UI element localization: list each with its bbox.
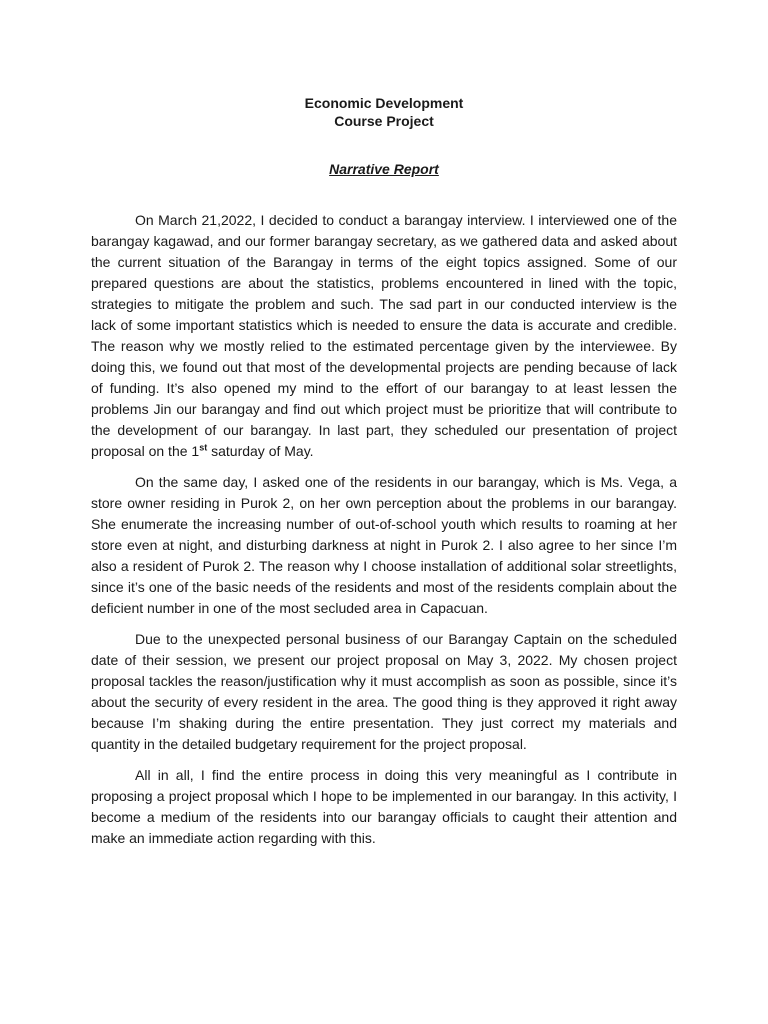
paragraph-1-tail: saturday of May.: [207, 443, 314, 459]
document-body: [91, 210, 677, 859]
paragraph-4: All in all, I find the entire process in doing this very meaningful as I contribute in proposing a project proposal which I hope to be implemented in our barangay. In this activity, I become a medium of the residents into our barangay officials to caught their attention and make an immediate action regarding with this.: [91, 767, 677, 846]
ordinal-superscript: st: [199, 442, 208, 453]
paragraph-2: On the same day, I asked one of the residents in our barangay, which is Ms. Vega, a store owner residing in Purok 2, on her own perception about the problems in our barangay. She enumerate the increasing number of out-of-school youth which results to roaming at her store even at night, and disturbing darkness at night in Purok 2. I also agree to her since I’m also a resident of Purok 2. The reason why I choose installation of additional solar streetlights, since it’s one of the basic needs of the residents and most of the residents complain about the deficient number in one of the most secluded area in Capacuan.: [91, 474, 677, 616]
paragraph-1: [91, 210, 677, 462]
document-header: [0, 94, 768, 130]
paragraph-1-text: On March 21,2022, I decided to conduct a barangay interview. I interviewed one of the barangay kagawad, and our former barangay secretary, as we gathered data and asked about the current situation of the Barangay in terms of the eight topics assigned. Some of our prepared questions are about the statistics, problems encountered in lined with the topic, strategies to mitigate the problem and such. The sad part in our conducted interview is the lack of some important statistics which is needed to ensure the data is accurate and credible. The reason why we mostly relied to the estimated percentage given by the interviewee. By doing this, we found out that most of the developmental projects are pending because of lack of funding. It’s also opened my mind to the effort of our barangay to at least lessen the problems Jin our barangay and find out which project must be prioritize that will contribute to the development of our barangay. In last part, they scheduled our presentation of project proposal on the 1: [91, 212, 677, 459]
header-title-line1: Economic Development: [304, 95, 464, 111]
header-title-line2: Course Project: [334, 113, 434, 129]
report-subtitle: Narrative Report: [329, 161, 439, 177]
paragraph-3: Due to the unexpected personal business of our Barangay Captain on the scheduled date of their session, we present our project proposal on May 3, 2022. My chosen project proposal tackles the reason/justification why it must accomplish as soon as possible, since it’s about the security of every resident in the area. The good thing is they approved it right away because I’m shaking during the entire presentation. They just correct my materials and quantity in the detailed budgetary requirement for the project proposal.: [91, 631, 677, 752]
